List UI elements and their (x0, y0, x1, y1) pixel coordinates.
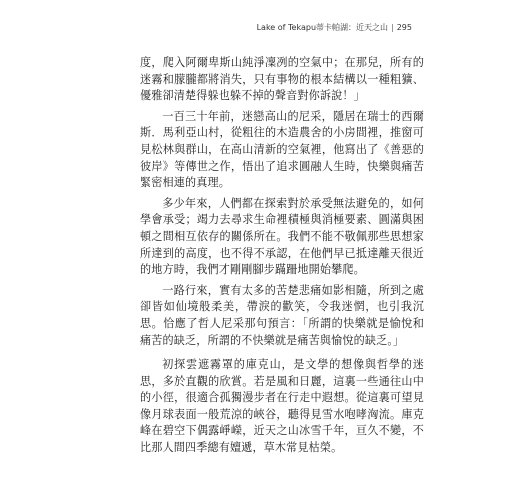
page-number: 295 (396, 23, 412, 32)
book-title-en: Lake of Tekapu (256, 23, 317, 32)
body-text (140, 55, 424, 457)
paragraph-1: 度，爬入阿爾卑斯山純淨凜冽的空氣中；在那兒，所有的迷霧和朦朧都將消失，只有事物的根本結構以一種粗獷、優雅卻清楚得躲也躲不掉的聲音對你訴說！」 (140, 56, 424, 103)
paragraph-3: 多少年來，人們都在探索對於承受無法避免的，如何學會承受；竭力去尋求生命裡積極與消極要素、圓滿與困頓之間相互依存的關係所在。我們不能不敬佩那些思想家所達到的高度，也不得不承認，在他們早已抵達離天很近的地方時，我們才剛剛腳步蹣跚地開始攀爬。 (140, 196, 424, 277)
running-head (257, 22, 412, 33)
paragraph-5: 初探雲遮霧罩的庫克山，是文學的想像與哲學的迷思，多於直觀的欣賞。若是風和日麗，這裏一些通往山中的小徑，很適合孤獨漫步者在行走中遐想。從這裏可望見像月球表面一般荒涼的峽谷，聽得見雪水咆哮洶流。庫克峰在碧空下偶露崢嶸，近天之山冰雪千年，亘久不變，不比那人間四季總有嬗遞，草木常見枯榮。 (140, 358, 424, 455)
paragraph-2: 一百三十年前，迷戀高山的尼采，隱居在瑞士的西爾斯．馬利亞山村，從粗往的木造農舍的小房間裡，推窗可見松林與群山，在高山清新的空氣裡，他寫出了《善惡的彼岸》等傳世之作，悟出了追求圓融人生時，快樂與痛苦緊密相連的真理。 (140, 109, 424, 190)
chapter-title: 蒂卡帕湖：近天之山 (316, 23, 389, 32)
header-separator: | (391, 23, 394, 32)
paragraph-4: 一路行來，實有太多的苦楚悲痛如影相隨，所到之處卻皆如仙境般柔美，帶淚的歡笑，令我迷惘，也引我沉思。恰應了哲人尼采那句預言：「所謂的快樂就是愉悅和痛苦的缺乏，所謂的不快樂就是痛苦與愉悅的缺乏。」 (140, 283, 424, 347)
